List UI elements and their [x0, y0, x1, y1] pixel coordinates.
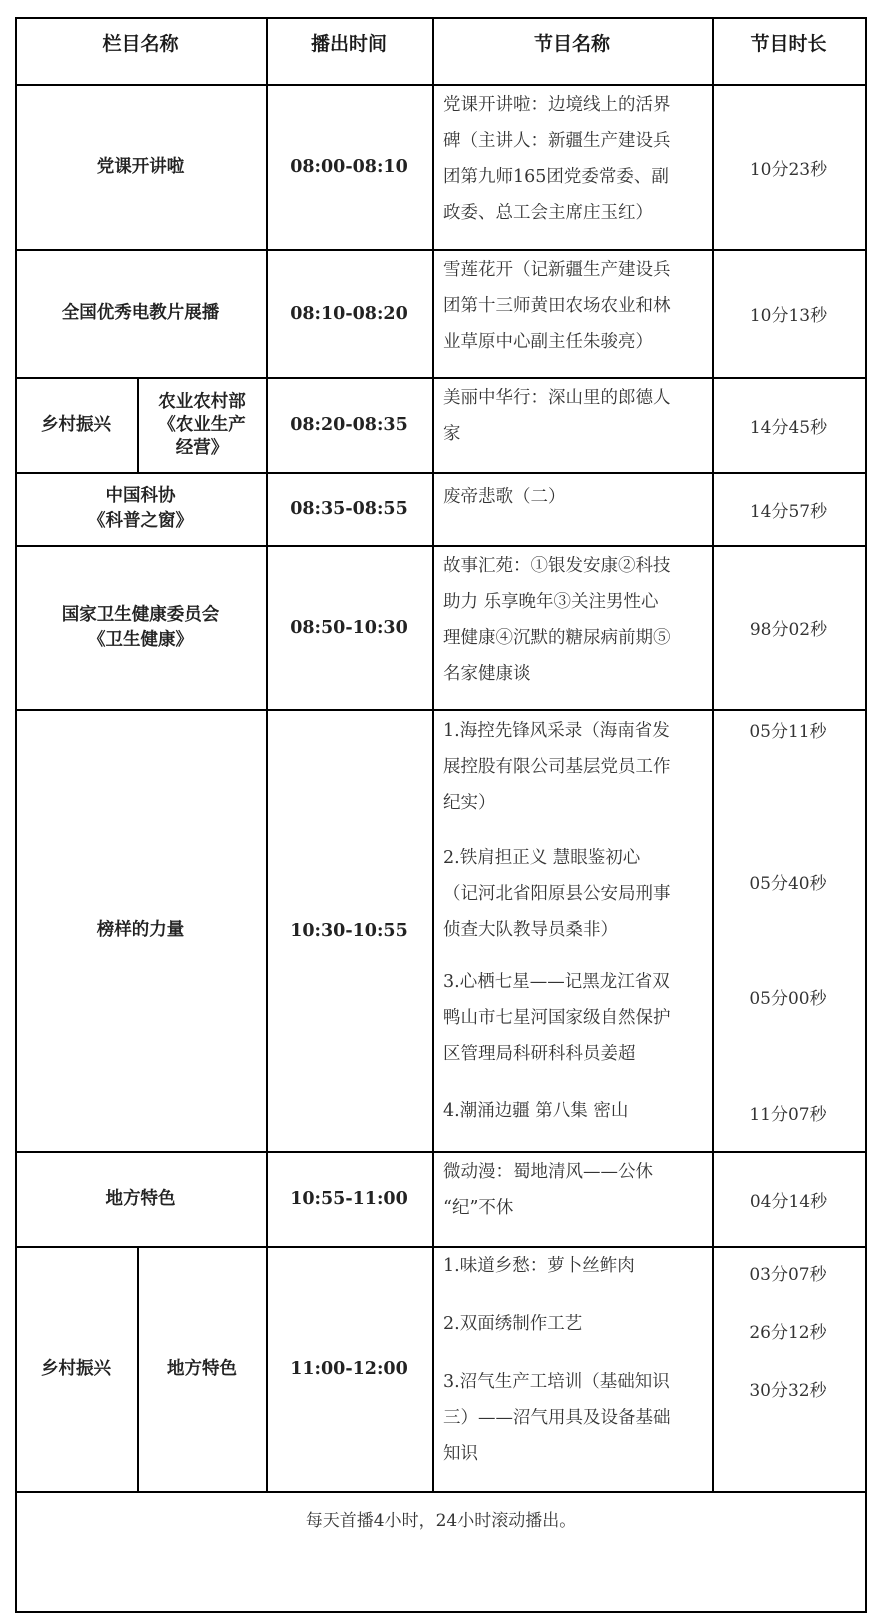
- duration: 30分32秒: [749, 1381, 827, 1401]
- broadcast-time: 08:00-08:10: [290, 157, 408, 177]
- duration: 04分14秒: [749, 1191, 828, 1212]
- header-column-name: 栏目名称: [102, 32, 179, 55]
- program-name: 党课开讲啦：边境线上的活界 碑（主讲人：新疆生产建设兵 团第九师165团党委常委、副 政委、总工会主席庄玉红）: [443, 95, 671, 223]
- duration: 10分13秒: [749, 306, 828, 326]
- broadcast-time: 10:55-11:00: [290, 1189, 408, 1209]
- broadcast-time: 10:30-10:55: [290, 920, 408, 941]
- program-name: 故事汇苑：①银发安康②科技 助力 乐享晚年③关注男性心 理健康④沉默的糖尿病前期⑤ 名家健康谈: [443, 556, 671, 684]
- column-name: 榜样的力量: [96, 920, 185, 940]
- program-item: 1.味道乡愁：萝卜丝鲊肉: [443, 1256, 635, 1276]
- duration: 14分45秒: [749, 417, 828, 438]
- program-name: 美丽中华行：深山里的郎德人 家: [443, 388, 671, 444]
- header-broadcast-time: 播出时间: [310, 32, 387, 55]
- broadcast-time: 11:00-12:00: [290, 1359, 408, 1379]
- schedule-table: [15, 17, 867, 1613]
- broadcast-time: 08:35-08:55: [290, 499, 408, 519]
- duration: 14分57秒: [749, 501, 828, 522]
- subcolumn-name: 地方特色: [167, 1358, 237, 1379]
- program-name: 雪莲花开（记新疆生产建设兵 团第十三师黄田农场农业和林 业草原中心副主任朱骏亮）: [443, 260, 671, 352]
- program-name: 废帝悲歌（二）: [443, 487, 566, 507]
- program-item: 4.潮涌边疆 第八集 密山: [443, 1101, 629, 1121]
- program-item: 2.铁肩担正义 慧眼鉴初心 （记河北省阳原县公安局刑事 侦查大队教导员桑非）: [443, 848, 671, 940]
- duration: 03分07秒: [749, 1265, 827, 1285]
- column-name: 乡村振兴: [41, 1358, 111, 1379]
- program-name: 微动漫：蜀地清风——公休 “纪”不休: [443, 1162, 653, 1218]
- program-item: 2.双面绣制作工艺: [443, 1314, 583, 1334]
- column-name: 国家卫生健康委员会 《卫生健康》: [61, 604, 220, 650]
- program-item: 3.心栖七星——记黑龙江省双 鸭山市七星河国家级自然保护 区管理局科研科科员姜超: [443, 972, 671, 1064]
- column-name: 地方特色: [105, 1188, 176, 1209]
- duration: 05分11秒: [749, 722, 827, 742]
- program-item: 1.海控先锋风采录（海南省发 展控股有限公司基层党员工作 纪实）: [443, 721, 671, 813]
- broadcast-time: 08:10-08:20: [290, 303, 408, 324]
- duration: 11分07秒: [749, 1105, 827, 1125]
- duration: 98分02秒: [749, 620, 828, 640]
- footer-note: 每天首播4小时，24小时滚动播出。: [305, 1510, 577, 1531]
- column-name: 全国优秀电教片展播: [61, 303, 220, 323]
- broadcast-time: 08:50-10:30: [290, 617, 408, 638]
- table-border-bottom: [15, 1611, 867, 1613]
- header-duration: 节目时长: [750, 32, 827, 55]
- broadcast-time: 08:20-08:35: [290, 415, 408, 435]
- header-program-name: 节目名称: [533, 32, 610, 55]
- column-name: 中国科协 《科普之窗》: [88, 486, 193, 531]
- duration: 10分23秒: [749, 159, 828, 180]
- column-divider: [432, 17, 434, 1492]
- table-border-right: [865, 17, 867, 1613]
- subcolumn-name: 农业农村部 《农业生产 经营》: [158, 391, 246, 458]
- duration: 05分00秒: [749, 989, 827, 1009]
- column-name: 党课开讲啦: [96, 156, 185, 177]
- column-name: 乡村振兴: [41, 414, 111, 435]
- program-item: 3.沼气生产工培训（基础知识 三）——沼气用具及设备基础 知识: [443, 1372, 671, 1464]
- duration: 05分40秒: [749, 874, 827, 894]
- duration: 26分12秒: [749, 1323, 827, 1343]
